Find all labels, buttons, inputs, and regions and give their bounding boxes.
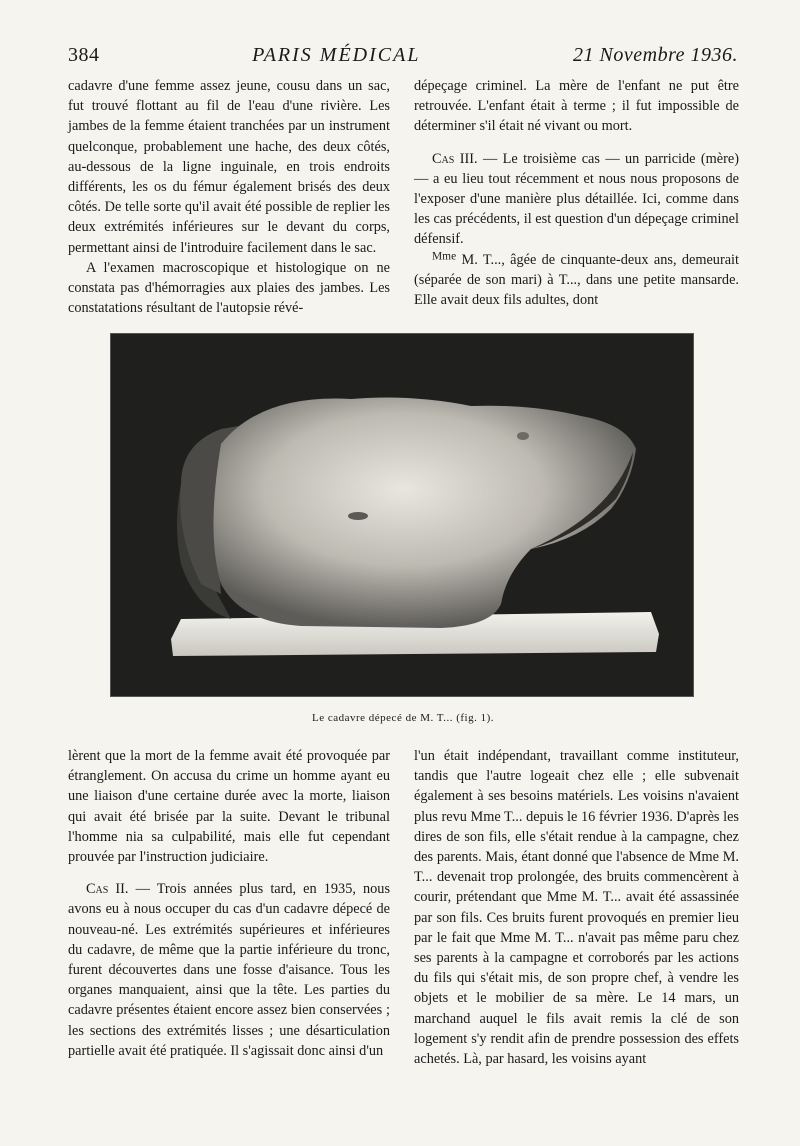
column-top-left [68, 76, 390, 318]
column-top-right [414, 76, 739, 310]
paragraph: lèrent que la mort de la femme avait été provoquée par étranglement. On accusa du crime un homme ayant eu une liaison d'une certaine durée avec la morte, liaison qui avait été brisée par la suite. Devant le tribunal l'homme nia sa culpabilité, mais elle fut cependant prouvée par l'instruction judiciaire. [68, 748, 390, 866]
paragraph-text: M. T..., âgée de cinquante-deux ans, demeurait (séparée de son mari) à T..., dans une petite mansarde. Elle avait deux fils adultes, dont [414, 251, 739, 309]
page-number: 384 [68, 44, 100, 66]
paragraph: cadavre d'une femme assez jeune, cousu dans un sac, fut trouvé flottant au fil de l'eau d'une rivière. Les jambes de la femme étaient tranchées par un instrument quelconque, probablement une hache, des deux côtés, au-dessous de la ligne inguinale, en trois endroits différents, les os du fémur également brisés des deux côtés. De telle sorte qu'il avait été possible de replier les deux extrémités inférieures sur le devant du corps, permettant ainsi de l'introduire facilement dans le sac. [68, 78, 390, 256]
paragraph: A l'examen macroscopique et histologique on ne constata pas d'hémorragies aux plaies des jambes. Les constatations résultant de l'autopsie révé- [68, 259, 390, 317]
issue-date: 21 Novembre 1936. [573, 44, 738, 66]
running-header [68, 44, 738, 70]
paragraph: l'un était indépendant, travaillant comme instituteur, tandis que l'autre logeait chez elle ; elle subvenait également à ses besoins matériels. Les voisins n'avaient plus revu Mme T... depuis le 16 février 1936. D'après les dires de son fils, elle s'était rendue à la campagne, chez des parents. Mais, étant donné que l'absence de Mme M. T... devenait trop prolongée, des bruits commencèrent à courir, prétendant que Mme M. T... avait été assassinée par son fils. Ces bruits furent provoqués en premier lieu par le fait que Mme M. T... n'avait pas même paru chez ses parents à la campagne et corroborés par les actions du fils qui s'était mis, de son propre chef, à vendre les objets et le mobilier de sa mère. Le 14 mars, un marchand auquel le fils avait remis la clé de son logement s'y rendit afin de prendre possession des effets achetés. Là, par hasard, les voisins ayant [414, 748, 739, 1068]
section-label: Cas II. [86, 881, 129, 898]
section-label: Cas III. [432, 150, 478, 167]
paragraph: dépeçage criminel. La mère de l'enfant ne put être retrouvée. L'enfant était à terme ; il fut impossible de déterminer s'il était né vivant ou mort. [414, 78, 739, 135]
title-abbrev: Mme [432, 250, 457, 263]
column-bottom-left [68, 746, 390, 1061]
paragraph-text: — Trois années plus tard, en 1935, nous avons eu à nous occuper du cas d'un cadavre dépecé de nouveau-né. Les extrémités supérieures et inférieures du cadavre, de même que la partie inférieure du tronc, furent découvertes dans une fosse d'aisance. Tous les organes manquaient, ainsi que la tête. Les parties du cadavre présentes étaient encore assez bien conservées ; les sections des extrémités lisses ; une désarticulation partielle avait été pratiquée. Il s'agissait donc ainsi d'un [68, 881, 391, 1059]
paragraph-text: — Le troisième cas — un parricide (mère) — a eu lieu tout récemment et nous nous proposons de l'exposer d'une manière plus détaillée. Ici, comme dans les cas précédents, il est question d'un dépeçage criminel défensif. [414, 150, 739, 248]
figure-caption: Le cadavre dépecé de M. T... (fig. 1). [312, 712, 494, 724]
section-cas-3 [414, 149, 739, 250]
column-bottom-right [414, 746, 739, 1069]
figure-photograph [110, 333, 694, 697]
journal-title: PARIS MÉDICAL [252, 44, 421, 66]
section-cas-2 [68, 879, 390, 1061]
paragraph [414, 250, 739, 311]
photograph-illustration [111, 334, 693, 696]
